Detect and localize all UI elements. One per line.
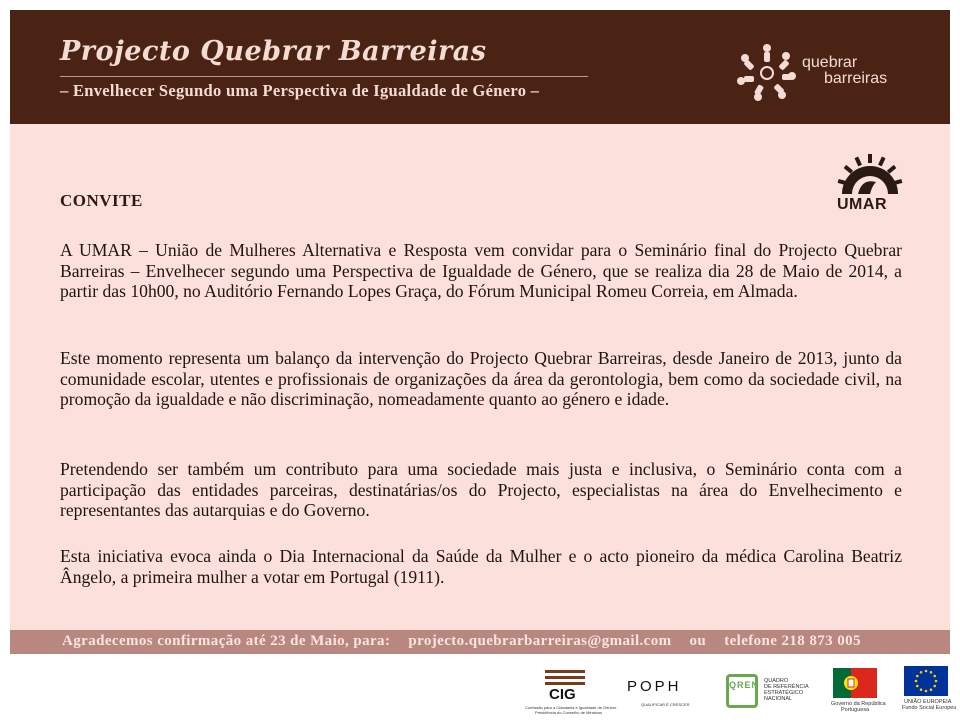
partner-logos-strip (0, 654, 960, 720)
portugal-caption-2: Portuguesa (841, 707, 870, 713)
cig-logo-label: CIG (549, 686, 576, 703)
invite-paragraph-3: Pretendendo ser também um contributo para uma sociedade mais justa e inclusiva, o Seminário conta com a participação das entidades parceiras, destinatárias/os do Projecto, especialistas na área do Envelhecimento e representantes das autarquias e do Governo. (60, 459, 902, 521)
portugal-caption-1: Governo da República (831, 701, 886, 707)
cig-caption-2: Presidência do Conselho de Ministros (535, 710, 603, 715)
poph-logo-label: POPH (627, 678, 682, 695)
rsvp-email-link[interactable]: projecto.quebrarbarreiras@gmail.com (408, 633, 672, 649)
header-banner (10, 10, 950, 124)
poph-caption: QUALIFICAR É CRESCER (641, 702, 690, 707)
logo-text-barreiras: barreiras (824, 70, 888, 87)
cig-logo (523, 670, 617, 716)
invite-heading: CONVITE (60, 191, 143, 210)
eu-caption-1: UNIÃO EUROPEIA (904, 699, 952, 705)
quebrar-barreiras-logo (732, 40, 922, 104)
invite-paragraph-2: Este momento representa um balanço da intervenção do Projecto Quebrar Barreiras, desde Janeiro de 2013, junto da comunidade escolar, utentes e profissionais de organizações da área da gerontologia, bem como da sociedade civil, na promoção da igualdade e não discriminação, nomeadamente quanto ao género e idade. (60, 348, 902, 410)
qren-logo-label: QREN (729, 680, 760, 690)
logo-text-quebrar: quebrar (802, 54, 858, 71)
umar-logo-label: UMAR (837, 196, 887, 213)
rsvp-or-text: ou (689, 633, 707, 649)
umar-emblem-icon (836, 152, 904, 196)
portugal-flag-icon (833, 668, 877, 698)
qren-caption-1: QUADRO (764, 678, 789, 684)
rsvp-line (62, 633, 861, 650)
people-circle-icon (732, 40, 802, 104)
title-divider (60, 76, 588, 77)
rsvp-phone: telefone 218 873 005 (724, 633, 861, 649)
page-subtitle: – Envelhecer Segundo uma Perspectiva de Igualdade de Género – (60, 81, 540, 100)
invite-paragraph-4: Esta iniciativa evoca ainda o Dia Internacional da Saúde da Mulher e o acto pioneiro da médica Carolina Beatriz Ângelo, a primeira mulher a votar em Portugal (1911). (60, 546, 902, 587)
invite-paragraph-1: A UMAR – União de Mulheres Alternativa e Resposta vem convidar para o Seminário final do Projecto Quebrar Barreiras – Envelhecer segundo uma Perspectiva de Igualdade de Género, que se realiza dia 28 de Maio de 2014, a partir das 10h00, no Auditório Fernando Lopes Graça, do Fórum Municipal Romeu Correia, em Almada. (60, 240, 902, 302)
poph-logo (627, 674, 697, 714)
eu-caption-2: Fundo Social Europeu (902, 705, 957, 711)
eu-flag-icon (904, 666, 948, 696)
qren-caption-4: NACIONAL (764, 696, 793, 702)
page-title: Projecto Quebrar Barreiras (60, 36, 487, 67)
qren-logo (726, 670, 814, 716)
rsvp-confirm-text: Agradecemos confirmação até 23 de Maio, para: (62, 633, 391, 649)
umar-logo (836, 152, 904, 214)
eu-social-fund-logo (902, 666, 957, 718)
portugal-government-logo (831, 668, 886, 718)
qren-caption-2: DE REFERÊNCIA (764, 684, 809, 690)
qren-caption-3: ESTRATÉGICO (764, 690, 804, 696)
rsvp-bar (10, 630, 950, 654)
cig-caption-1: Comissão para a Cidadania e Igualdade de Género (525, 705, 617, 710)
